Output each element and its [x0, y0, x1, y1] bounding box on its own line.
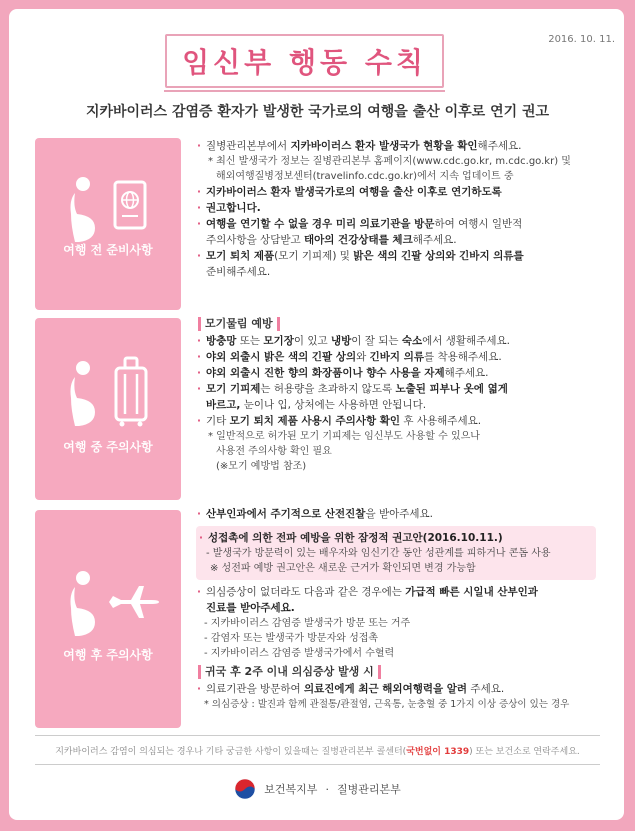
section-label: 여행 전 준비사항	[63, 243, 153, 257]
section-panel-after	[35, 510, 181, 728]
airplane-icon	[107, 582, 161, 622]
footer-contact: 지카바이러스 감염이 의심되는 경우나 기타 궁금한 사항이 있을때는 질병관리본부 콜센터(국번없이 1339) 또는 보건소로 연락주세요.	[55, 747, 580, 757]
dash-item: - 지카바이러스 감염증 발생국가 방문 또는 거주	[204, 618, 411, 629]
list-item: · 지카바이러스 환자 발생국가로의 여행을 출산 이후로 연기하도록	[196, 184, 596, 200]
section-content-before	[196, 138, 596, 280]
dash-item: - 발생국가 방문력이 있는 배우자와 임신기간 동안 성관계를 피하거나 콘돔 사용	[206, 548, 551, 559]
section-content-after	[196, 506, 596, 712]
note: * 일반적으로 허가된 모기 기피제는 임신부도 사용할 수 있으나	[208, 431, 480, 442]
hotline-number: 국번없이 1339	[406, 747, 470, 757]
pregnant-woman-icon	[65, 570, 105, 640]
note: * 의심증상 : 발진과 함께 관절통/관절염, 근육통, 눈충혈 중 1가지 이상 증상이 있는 경우	[204, 699, 570, 710]
subtitle: 지카바이러스 감염증 환자가 발생한 국가로의 여행을 출산 이후로 연기 권고	[85, 104, 550, 120]
date: 2016. 10. 11.	[548, 34, 615, 45]
list-item-cont: · 권고합니다.	[196, 200, 596, 216]
org-footer	[0, 778, 635, 800]
list-item: · 질병관리본부에서 지카바이러스 환자 발생국가 현황을 확인해주세요.	[196, 138, 596, 154]
note: * 최신 발생국가 정보는 질병관리본부 홈페이지(www.cdc.go.kr, m.cdc.go.kr) 및	[208, 156, 571, 167]
list-item-cont: 준비해주세요.	[206, 266, 271, 278]
list-item: · 성접촉에 의한 전파 예방을 위한 잠정적 권고안(2016.10.11.)	[198, 530, 594, 546]
passport-icon	[113, 180, 147, 230]
recommendation-box	[196, 526, 596, 580]
page-title: 임신부 행동 수칙	[182, 46, 427, 79]
list-item: · 방충망 또는 모기장이 있고 냉방이 잘 되는 숙소에서 생활해주세요.	[196, 333, 596, 349]
pregnant-woman-icon	[65, 360, 105, 430]
list-item: · 의심증상이 없더라도 다음과 같은 경우에는 가급적 빠른 시일내 산부인과	[196, 584, 596, 600]
divider	[35, 735, 600, 736]
section-label: 여행 후 주의사항	[63, 648, 153, 662]
note: (※모기 예방법 참조)	[216, 461, 307, 472]
list-item: · 산부인과에서 주기적으로 산전진찰을 받아주세요.	[196, 506, 596, 522]
list-item: · 야외 외출시 밝은 색의 긴팔 상의와 긴바지 의류를 착용해주세요.	[196, 349, 596, 365]
org-separator: ·	[325, 782, 329, 796]
org-name-1: 보건복지부	[264, 783, 318, 796]
dash-item: - 지카바이러스 감염증 발생국가에서 수혈력	[204, 648, 395, 659]
list-item: · 기타 모기 퇴치 제품 사용시 주의사항 확인 후 사용해주세요.	[196, 413, 596, 429]
section-panel-before	[35, 138, 181, 310]
list-item: · 모기 퇴치 제품(모기 기피제) 및 밝은 색의 긴팔 상의와 긴바지 의류를	[196, 248, 596, 264]
org-name-2: 질병관리본부	[336, 783, 401, 796]
title-box	[165, 34, 444, 88]
section-header: 귀국 후 2주 이내 의심증상 발생 시	[198, 665, 381, 679]
dash-item: - 감염자 또는 발생국가 방문자와 성접촉	[204, 633, 379, 644]
government-emblem-icon	[234, 778, 256, 800]
section-label: 여행 중 주의사항	[63, 440, 153, 454]
list-item-cont: 진료를 받아주세요.	[206, 602, 295, 614]
divider	[35, 764, 600, 765]
section-header: 모기물림 예방	[198, 317, 280, 331]
section-content-during	[196, 315, 596, 474]
note: ※ 성전파 예방 권고안은 새로운 근거가 확인되면 변경 가능함	[210, 563, 476, 574]
list-item-cont: 바르고, 눈이나 입, 상처에는 사용하면 안됩니다.	[206, 399, 427, 411]
luggage-icon	[113, 356, 149, 428]
list-item-cont: 주의사항을 상담받고 태아의 건강상태를 체크해주세요.	[206, 234, 457, 246]
note: 사용전 주의사항 확인 필요	[216, 446, 332, 457]
list-item: · 의료기관을 방문하여 의료진에게 최근 해외여행력을 알려 주세요.	[196, 681, 596, 697]
section-panel-during	[35, 318, 181, 500]
note: 해외여행질병정보센터(travelinfo.cdc.go.kr)에서 지속 업데이트 중	[216, 171, 514, 182]
list-item: · 모기 기피제는 허용량을 초과하지 않도록 노출된 피부나 옷에 엷게	[196, 381, 596, 397]
list-item: · 야외 외출시 진한 향의 화장품이나 향수 사용을 자제해주세요.	[196, 365, 596, 381]
list-item: · 여행을 연기할 수 없을 경우 미리 의료기관을 방문하여 여행시 일반적	[196, 216, 596, 232]
pregnant-woman-icon	[65, 176, 105, 246]
